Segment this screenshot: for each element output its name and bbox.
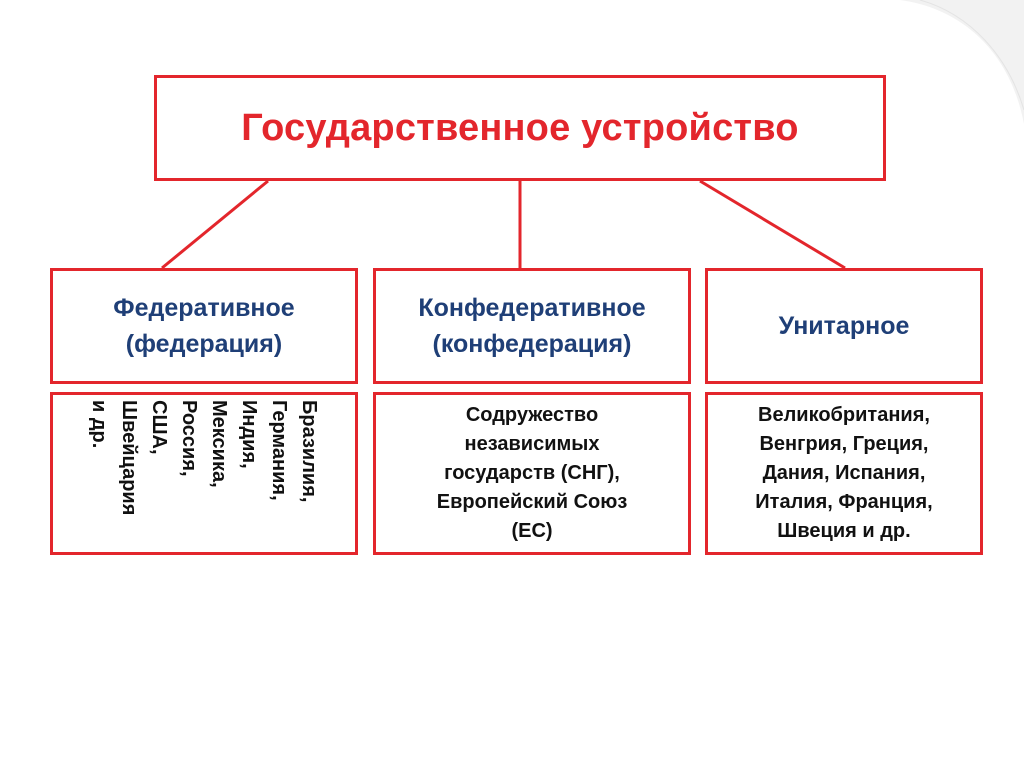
root-box	[154, 75, 886, 181]
type-title-confederative: Конфедеративное (конфедерация)	[418, 294, 646, 358]
type-box-federative	[50, 268, 358, 384]
type-box-confederative	[373, 268, 691, 384]
type-title-unitary: Унитарное	[778, 312, 910, 340]
examples-box-unitary	[705, 392, 983, 555]
examples-federative: Бразилия, Германия, Индия, Мексика, Россия, США, Швейцария и др.	[88, 399, 320, 515]
connector-root-unitary	[700, 181, 845, 268]
type-box-unitary	[705, 268, 983, 384]
root-title: Государственное устройство	[241, 106, 799, 149]
examples-confederative: Содружество независимых государств (СНГ), Европейский Союз (ЕС)	[436, 404, 628, 542]
examples-box-federative	[50, 392, 358, 555]
type-title-federative: Федеративное (федерация)	[113, 294, 295, 358]
examples-unitary: Великобритания, Венгрия, Греция, Дания, Испания, Италия, Франция, Швеция и др.	[755, 404, 933, 542]
connector-root-federative	[162, 181, 268, 268]
examples-box-confederative	[373, 392, 691, 555]
